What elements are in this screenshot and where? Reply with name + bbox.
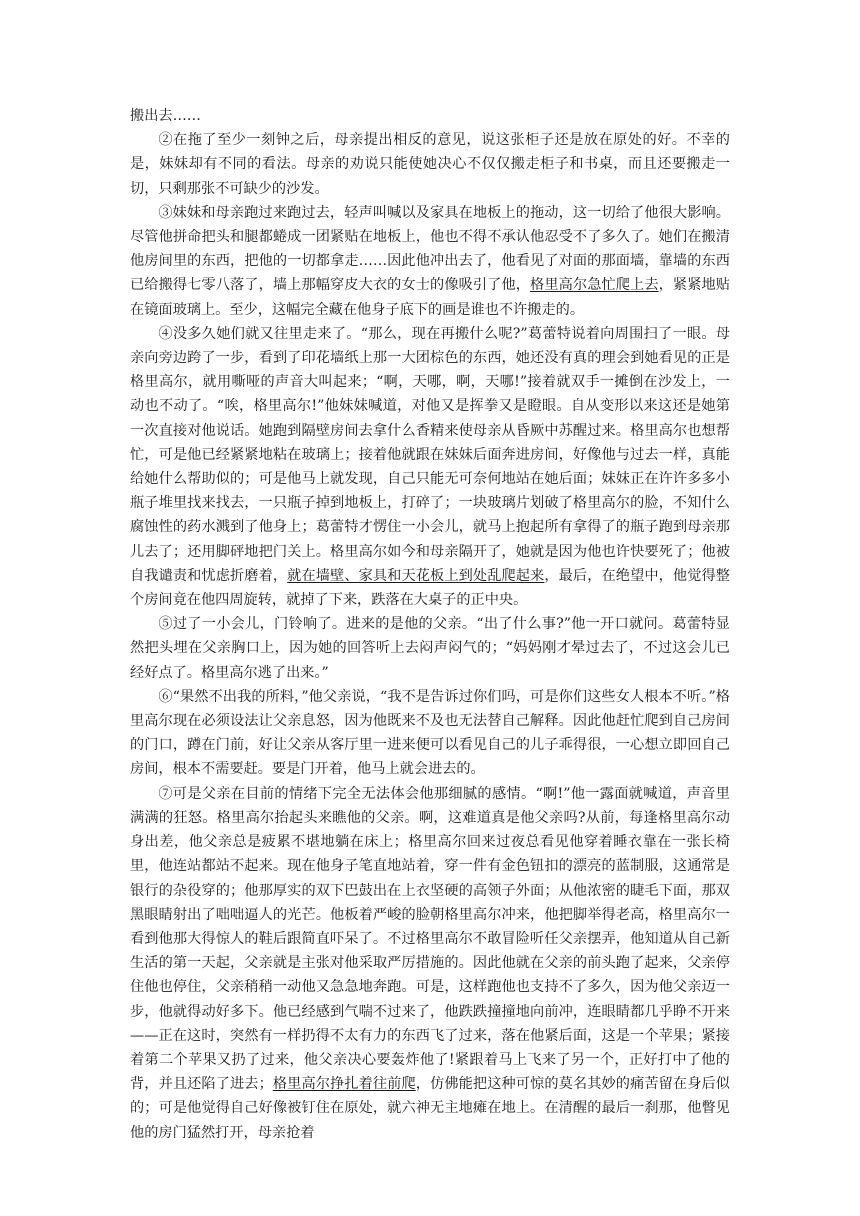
text-run: 搬出去……	[130, 108, 201, 124]
text-run: ，紧紧地贴在镜面玻璃上。至少，这幅完全藏在他身子底下的画是谁也不许搬走的。	[130, 277, 730, 318]
underlined-phrase: 格里高尔挣扎着往前爬	[272, 1076, 416, 1093]
text-run: ，最后，在绝望中，他觉得整个房间竟在他四周旋转，就掉了下来，跌落在大桌子的正中央。	[130, 567, 730, 609]
underlined-phrase: 格里高尔急忙爬上去	[530, 277, 659, 294]
text-run: ③妹妹和母亲跑过来跑过去，轻声叫喊以及家具在地板上的拖动，这一切给了他很大影响。尽管他拼命把头和腿都蜷成一团紧贴在地板上，他也不得不承认他忍受不了多久了。她们在搬清他房间里的东西，把他的一切都拿走……因此他冲出去了，他看见了对面的那面墙，靠墙的东西已给搬得七零八落了，墙上那幅穿皮大衣的女士的像吸引了他，	[130, 204, 730, 294]
text-run: ⑥“果然不出我的所料，”他父亲说，“我不是告诉过你们吗，可是你们这些女人根本不听。”格里高尔现在必须设法让父亲息怒，因为他既来不及也无法替自己解释。因此他赶忙爬到自己房间的门口，蹲在门前，好让父亲从客厅里一进来便可以看见自己的儿子乖得很，一心想立即回自己房间，根本不需要赶。要是门开着，他马上就会进去的。	[130, 688, 730, 778]
paragraph-p7	[130, 782, 730, 1145]
paragraph-p5	[130, 612, 730, 685]
text-run: ⑦可是父亲在目前的情绪下完全无法体会他那细腻的感情。“啊!”他一露面就喊道，声音里满满的狂怒。格里高尔抬起头来瞧他的父亲。啊，这难道真是他父亲吗?从前，每逢格里高尔动身出差，他父亲总是疲累不堪地躺在床上；格里高尔回来过夜总看见他穿着睡衣靠在一张长椅里，他连站都站不起来。现在他身子笔直地站着，穿一件有金色钮扣的漂亮的蓝制服，这通常是银行的杂役穿的；他那厚实的双下巴鼓出在上衣坚硬的高领子外面；从他浓密的睫毛下面，那双黑眼睛射出了咄咄逼人的光芒。他板着严峻的脸朝格里高尔冲来，他把脚举得老高，格里高尔一看到他那大得惊人的鞋后跟简直吓呆了。不过格里高尔不敢冒险听任父亲摆弄，他知道从自己新生活的第一天起，父亲就是主张对他采取严厉措施的。因此他就在父亲的前头跑了起来，父亲停住他也停住，父亲稍稍一动他又急急地奔跑。可是，这样跑他也支持不了多久，因为他父亲迈一步，他就得动好多下。他已经感到气喘不过来了，他跌跌撞撞地向前冲，连眼睛都几乎睁不开来——正在这时，突然有一样扔得不太有力的东西飞了过来，落在他紧后面，这是一个苹果；紧接着第二个苹果又扔了过来，他父亲决心要轰炸他了!紧跟着马上飞来了另一个，正好打中了他的背，并且还陷了进去；	[130, 785, 730, 1093]
document-page	[130, 104, 730, 1145]
text-run: ，仿佛能把这种可惊的莫名其妙的痛苦留在身后似的；可是他觉得自己好像被钉住在原处，就六神无主地瘫在地上。在清醒的最后一刹那，他瞥见他的房门猛然打开，母亲抢着	[130, 1076, 730, 1141]
paragraph-p4	[130, 322, 730, 612]
paragraph-p2	[130, 128, 730, 201]
underlined-phrase: 就在墙壁、家具和天花板上到处乱爬起来	[287, 567, 545, 584]
text-run: ④没多久她们就又往里走来了。“那么，现在再搬什么呢?”葛蕾特说着向周围扫了一眼。母亲向旁边跨了一步，看到了印花墙纸上那一大团棕色的东西，她还没有真的理会到她看见的正是格里高尔，就用嘶哑的声音大叫起来；“啊，天哪，啊，天哪!”接着就双手一摊倒在沙发上，一动也不动了。“唉，格里高尔!”他妹妹喊道，对他又是挥拳又是瞪眼。自从变形以来这还是她第一次直接对他说话。她跑到隔壁房间去拿什么香精来使母亲从昏厥中苏醒过来。格里高尔也想帮忙，可是他已经紧紧地粘在玻璃上；接着他就跟在妹妹后面奔进房间，好像他与过去一样，真能给她什么帮助似的；可是他马上就发现，自己只能无可奈何地站在她后面；妹妹正在许许多多小瓶子堆里找来找去，一只瓶子掉到地板上，打碎了；一块玻璃片划破了格里高尔的脸，不知什么腐蚀性的药水溅到了他身上；葛蕾特才愣住一小会儿，就马上抱起所有拿得了的瓶子跑到母亲那儿去了；还用脚砰地把门关上。格里高尔如今和母亲隔开了，她就是因为他也许快要死了；他被自我谴责和忧虑折磨着，	[130, 325, 730, 584]
paragraph-p0	[130, 104, 730, 128]
text-run: ②在拖了至少一刻钟之后，母亲提出相反的意见，说这张柜子还是放在原处的好。不幸的是，妹妹却有不同的看法。母亲的劝说只能使她决心不仅仅搬走柜子和书桌，而且还要搬走一切，只剩那张不可缺少的沙发。	[130, 132, 730, 197]
paragraph-p6	[130, 685, 730, 782]
paragraph-p3	[130, 201, 730, 322]
text-run: ⑤过了一小会儿，门铃响了。进来的是他的父亲。“出了什么事?”他一开口就问。葛蕾特显然把头埋在父亲胸口上，因为她的回答听上去闷声闷气的；“妈妈刚才晕过去了，不过这会儿已经好点了。格里高尔逃了出来。”	[130, 616, 730, 681]
